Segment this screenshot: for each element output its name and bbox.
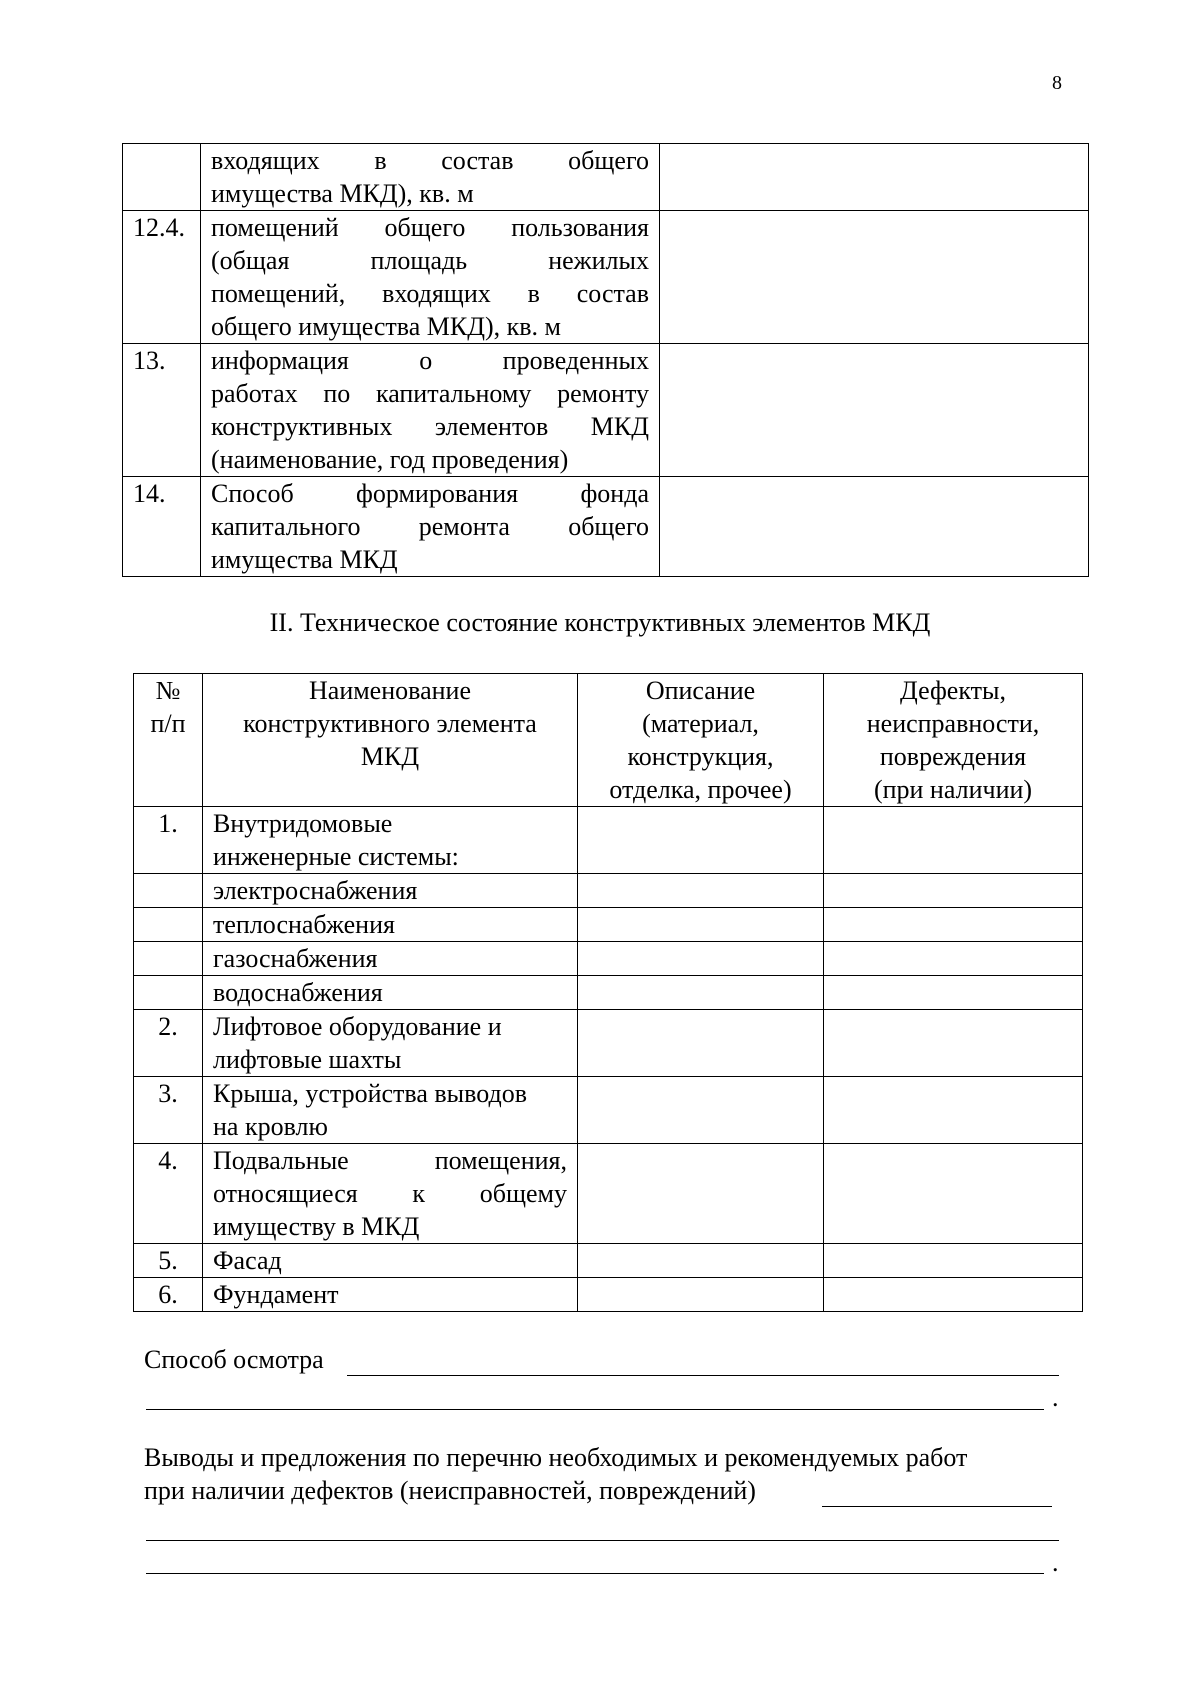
period: . [1052, 1548, 1059, 1577]
row-number: 3. [134, 1077, 203, 1144]
info-table [122, 143, 1089, 577]
description-cell[interactable] [578, 1278, 824, 1312]
row-number: 14. [123, 477, 201, 577]
row-number [134, 908, 203, 942]
table-row [134, 874, 1083, 908]
table-row [134, 976, 1083, 1010]
defects-cell[interactable] [824, 1244, 1083, 1278]
element-name: теплоснабжения [203, 908, 578, 942]
description-cell[interactable] [578, 807, 824, 874]
table-header-row [134, 674, 1083, 807]
element-name: газоснабжения [203, 942, 578, 976]
defects-cell[interactable] [824, 942, 1083, 976]
table-row [123, 344, 1089, 477]
defects-cell[interactable] [824, 874, 1083, 908]
conclusions-text-line2: при наличии дефектов (неисправностей, повреждений) [144, 1476, 756, 1505]
description-cell[interactable] [578, 1144, 824, 1244]
inspection-field[interactable] [347, 1375, 1059, 1376]
row-number [134, 874, 203, 908]
element-name: Внутридомовые инженерные системы: [203, 807, 578, 874]
row-description: Способ формирования фонда капитального ремонта общего имущества МКД [201, 477, 660, 577]
value-cell[interactable] [660, 144, 1089, 211]
elements-table [133, 673, 1083, 1312]
defects-cell[interactable] [824, 1144, 1083, 1244]
element-name: Лифтовое оборудование и лифтовые шахты [203, 1010, 578, 1077]
defects-cell[interactable] [824, 807, 1083, 874]
row-number [123, 144, 201, 211]
description-cell[interactable] [578, 976, 824, 1010]
row-number: 13. [123, 344, 201, 477]
conclusions-field-line3[interactable] [146, 1573, 1044, 1574]
description-cell[interactable] [578, 908, 824, 942]
description-cell[interactable] [578, 942, 824, 976]
value-cell[interactable] [660, 211, 1089, 344]
element-name: Фундамент [203, 1278, 578, 1312]
conclusions-field-line2[interactable] [146, 1540, 1059, 1541]
period: . [1052, 1383, 1059, 1412]
row-number: 5. [134, 1244, 203, 1278]
defects-cell[interactable] [824, 1278, 1083, 1312]
row-number: 1. [134, 807, 203, 874]
row-number: 4. [134, 1144, 203, 1244]
inspection-field-line2[interactable] [146, 1409, 1044, 1410]
defects-cell[interactable] [824, 1077, 1083, 1144]
table-row [123, 477, 1089, 577]
value-cell[interactable] [660, 477, 1089, 577]
element-name: Крыша, устройства выводов на кровлю [203, 1077, 578, 1144]
table-row [134, 908, 1083, 942]
defects-cell[interactable] [824, 1010, 1083, 1077]
description-cell[interactable] [578, 1077, 824, 1144]
defects-cell[interactable] [824, 976, 1083, 1010]
table-row [123, 211, 1089, 344]
description-cell[interactable] [578, 874, 824, 908]
element-name: Фасад [203, 1244, 578, 1278]
inspection-label: Способ осмотра [144, 1345, 324, 1374]
header-name: Наименование конструктивного элемента МКД [203, 674, 578, 807]
table-row [123, 144, 1089, 211]
header-num: № п/п [134, 674, 203, 807]
description-cell[interactable] [578, 1010, 824, 1077]
row-number: 2. [134, 1010, 203, 1077]
row-description: входящих в состав общего имущества МКД), кв. м [201, 144, 660, 211]
table-row [134, 807, 1083, 874]
table-row [134, 942, 1083, 976]
row-number [134, 942, 203, 976]
row-description: информация о проведенных работах по капитальному ремонту конструктивных элементов МКД (наименование, год проведения) [201, 344, 660, 477]
conclusions-text-line1: Выводы и предложения по перечню необходимых и рекомендуемых работ [144, 1443, 968, 1472]
table-row [134, 1077, 1083, 1144]
description-cell[interactable] [578, 1244, 824, 1278]
element-name: Подвальные помещения, относящиеся к общему имуществу в МКД [203, 1144, 578, 1244]
element-name: водоснабжения [203, 976, 578, 1010]
section-title: II. Техническое состояние конструктивных элементов МКД [269, 608, 931, 637]
header-defects: Дефекты, неисправности, повреждения (при наличии) [824, 674, 1083, 807]
header-description: Описание (материал, конструкция, отделка, прочее) [578, 674, 824, 807]
row-number: 6. [134, 1278, 203, 1312]
row-number [134, 976, 203, 1010]
conclusions-field[interactable] [822, 1506, 1052, 1507]
table-row [134, 1244, 1083, 1278]
row-number: 12.4. [123, 211, 201, 344]
page-number: 8 [1052, 72, 1062, 94]
table-row [134, 1278, 1083, 1312]
defects-cell[interactable] [824, 908, 1083, 942]
table-row [134, 1010, 1083, 1077]
value-cell[interactable] [660, 344, 1089, 477]
table-row [134, 1144, 1083, 1244]
row-description: помещений общего пользования (общая площадь нежилых помещений, входящих в состав общего имущества МКД), кв. м [201, 211, 660, 344]
element-name: электроснабжения [203, 874, 578, 908]
